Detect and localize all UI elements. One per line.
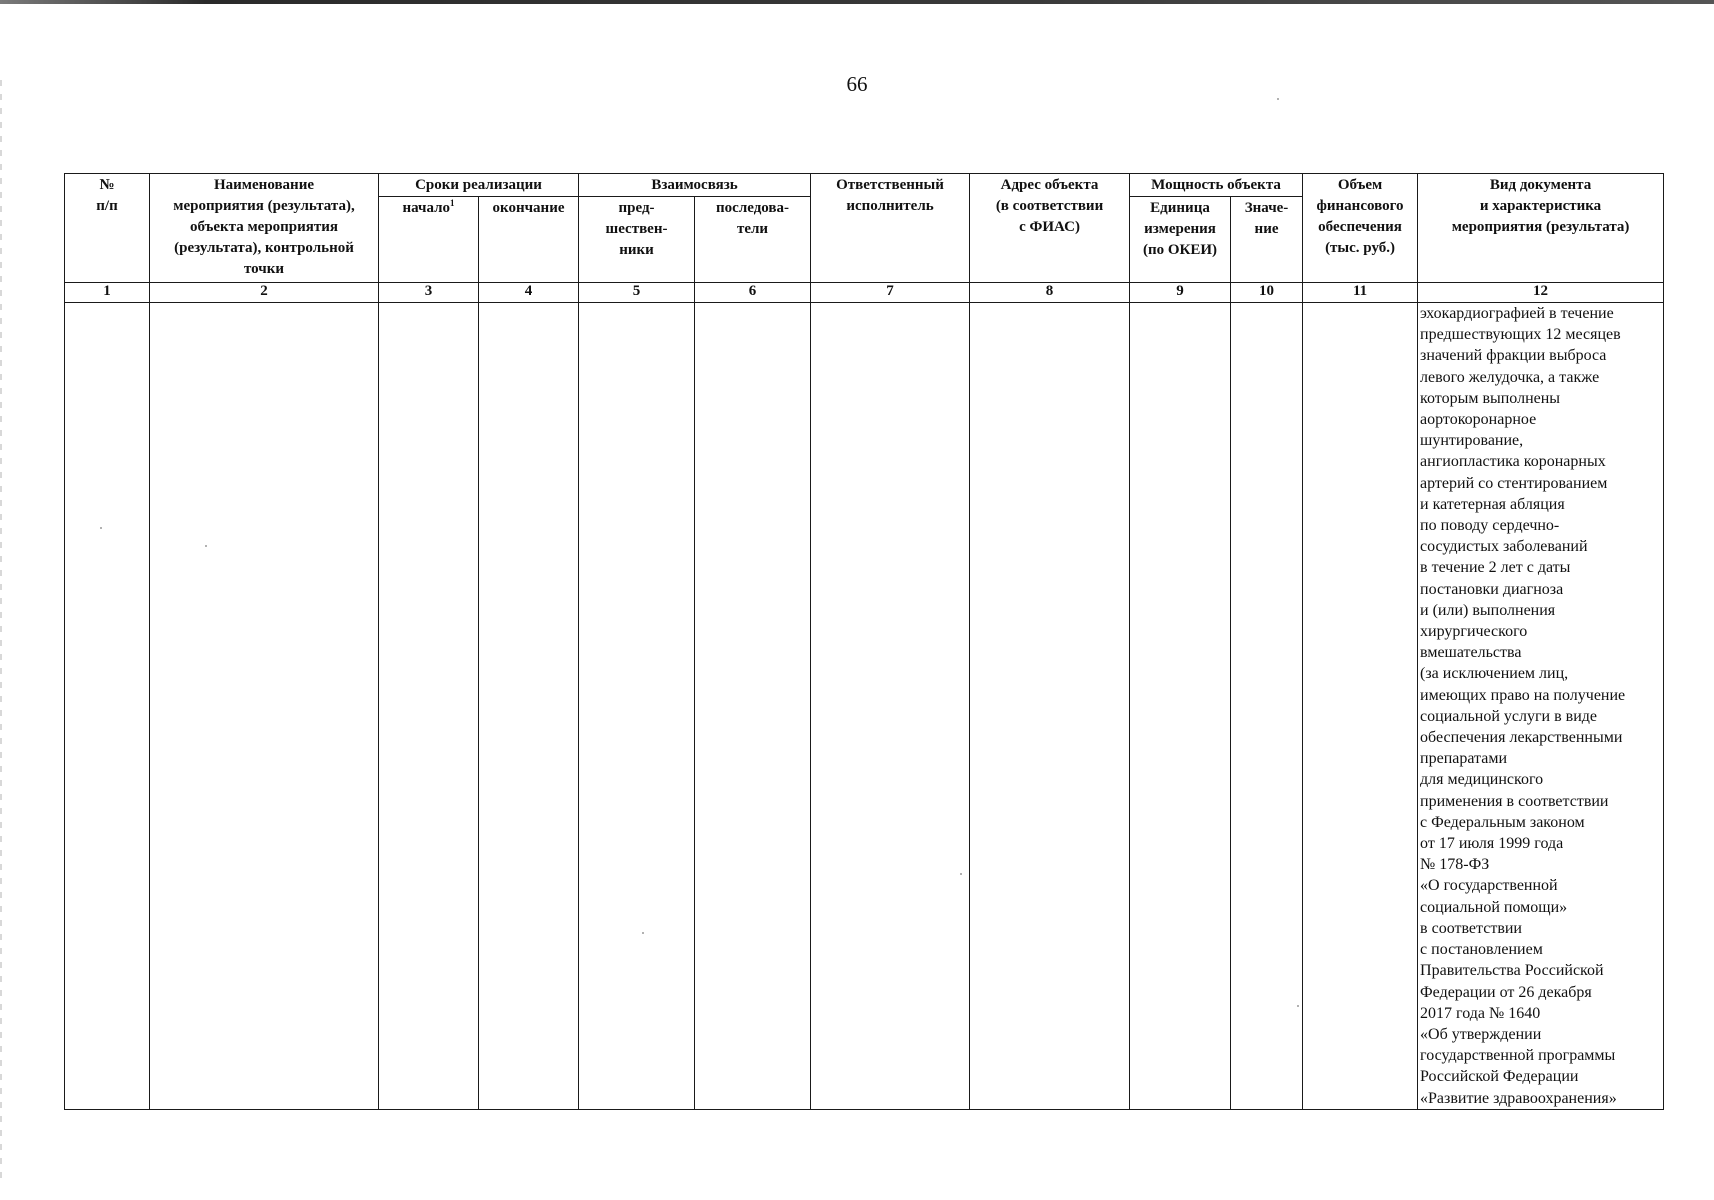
header-group-terms-label: Сроки реализации	[415, 177, 542, 193]
header-group-capacity-label: Мощность объекта	[1151, 177, 1281, 193]
scan-speck	[1277, 98, 1279, 100]
header-funding-label: Объем финансового обеспечения (тыс. руб.)	[1316, 177, 1404, 256]
header-name	[150, 174, 379, 283]
column-number: 7	[811, 283, 970, 303]
header-end-label: окончание	[492, 200, 565, 216]
cell-responsible	[811, 303, 970, 1110]
header-group-terms	[379, 174, 579, 197]
header-unit-label: Единица измерения (по ОКЕИ)	[1142, 200, 1218, 258]
header-responsible-label: Ответственный исполнитель	[836, 177, 944, 214]
footnote-marker: 1	[450, 198, 455, 208]
header-number	[65, 174, 150, 283]
header-value-label: Значе- ние	[1244, 200, 1289, 237]
column-number: 12	[1418, 283, 1664, 303]
header-group-link-label: Взаимосвязь	[651, 177, 738, 193]
cell-start	[379, 303, 479, 1110]
header-address	[970, 174, 1130, 283]
header-document-type	[1418, 174, 1664, 283]
scan-edge-top	[0, 0, 1714, 4]
cell-document-type: эхокардиографией в течение предшествующих 12 месяцев значений фракции выброса левого желудочка, а также которым выполнены аортокоронарное шунтирование, ангиопластика коронарных артерий со стентированием и катетерная абляция по поводу сердечно- сосудистых заболеваний в течение 2 лет с даты постановки диагноза и (или) выполнения хирургического вмешательства (за исключением лиц, имеющих право на получение социальной услуги в виде обеспечения лекарственными препаратами для медицинского применения в соответствии с Федеральным законом от 17 июля 1999 года № 178-ФЗ «О государственной социальной помощи» в соответствии с постановлением Правительства Российской Федерации от 26 декабря 2017 года № 1640 «Об утверждении государственной программы Российской Федерации «Развитие здравоохранения»	[1418, 303, 1664, 1110]
page-number: 66	[846, 72, 868, 96]
column-number: 11	[1303, 283, 1418, 303]
header-end	[479, 197, 579, 283]
cell-address	[970, 303, 1130, 1110]
header-funding	[1303, 174, 1418, 283]
cell-successors	[695, 303, 811, 1110]
cell-value	[1231, 303, 1303, 1110]
column-number-row	[65, 283, 1664, 303]
column-number: 2	[150, 283, 379, 303]
header-responsible	[811, 174, 970, 283]
header-successors-label: последова- тели	[716, 200, 790, 237]
column-number: 10	[1231, 283, 1303, 303]
header-name-label: Наименование мероприятия (результата), объекта мероприятия (результата), контрольной точки	[173, 177, 355, 277]
column-number: 3	[379, 283, 479, 303]
cell-name	[150, 303, 379, 1110]
header-row-top	[65, 174, 1664, 197]
column-number: 4	[479, 283, 579, 303]
header-value	[1231, 197, 1303, 283]
column-number: 5	[579, 283, 695, 303]
activities-table	[64, 173, 1664, 1110]
column-number: 1	[65, 283, 150, 303]
column-number: 6	[695, 283, 811, 303]
cell-end	[479, 303, 579, 1110]
column-number: 9	[1130, 283, 1231, 303]
header-document-type-label: Вид документа и характеристика мероприятия (результата)	[1451, 177, 1630, 235]
header-group-capacity	[1130, 174, 1303, 197]
header-unit	[1130, 197, 1231, 283]
header-successors	[695, 197, 811, 283]
cell-predecessors	[579, 303, 695, 1110]
header-address-label: Адрес объекта (в соответствии с ФИАС)	[995, 177, 1104, 235]
table-row	[65, 303, 1664, 1110]
cell-number	[65, 303, 150, 1110]
header-number-label: № п/п	[96, 177, 118, 214]
column-number: 8	[970, 283, 1130, 303]
header-start-label: начало	[402, 200, 451, 216]
header-group-link	[579, 174, 811, 197]
header-predecessors-label: пред- шествен- ники	[605, 200, 668, 258]
scan-edge-left	[0, 80, 2, 1180]
cell-funding	[1303, 303, 1418, 1110]
cell-unit	[1130, 303, 1231, 1110]
header-predecessors	[579, 197, 695, 283]
header-start	[379, 197, 479, 283]
